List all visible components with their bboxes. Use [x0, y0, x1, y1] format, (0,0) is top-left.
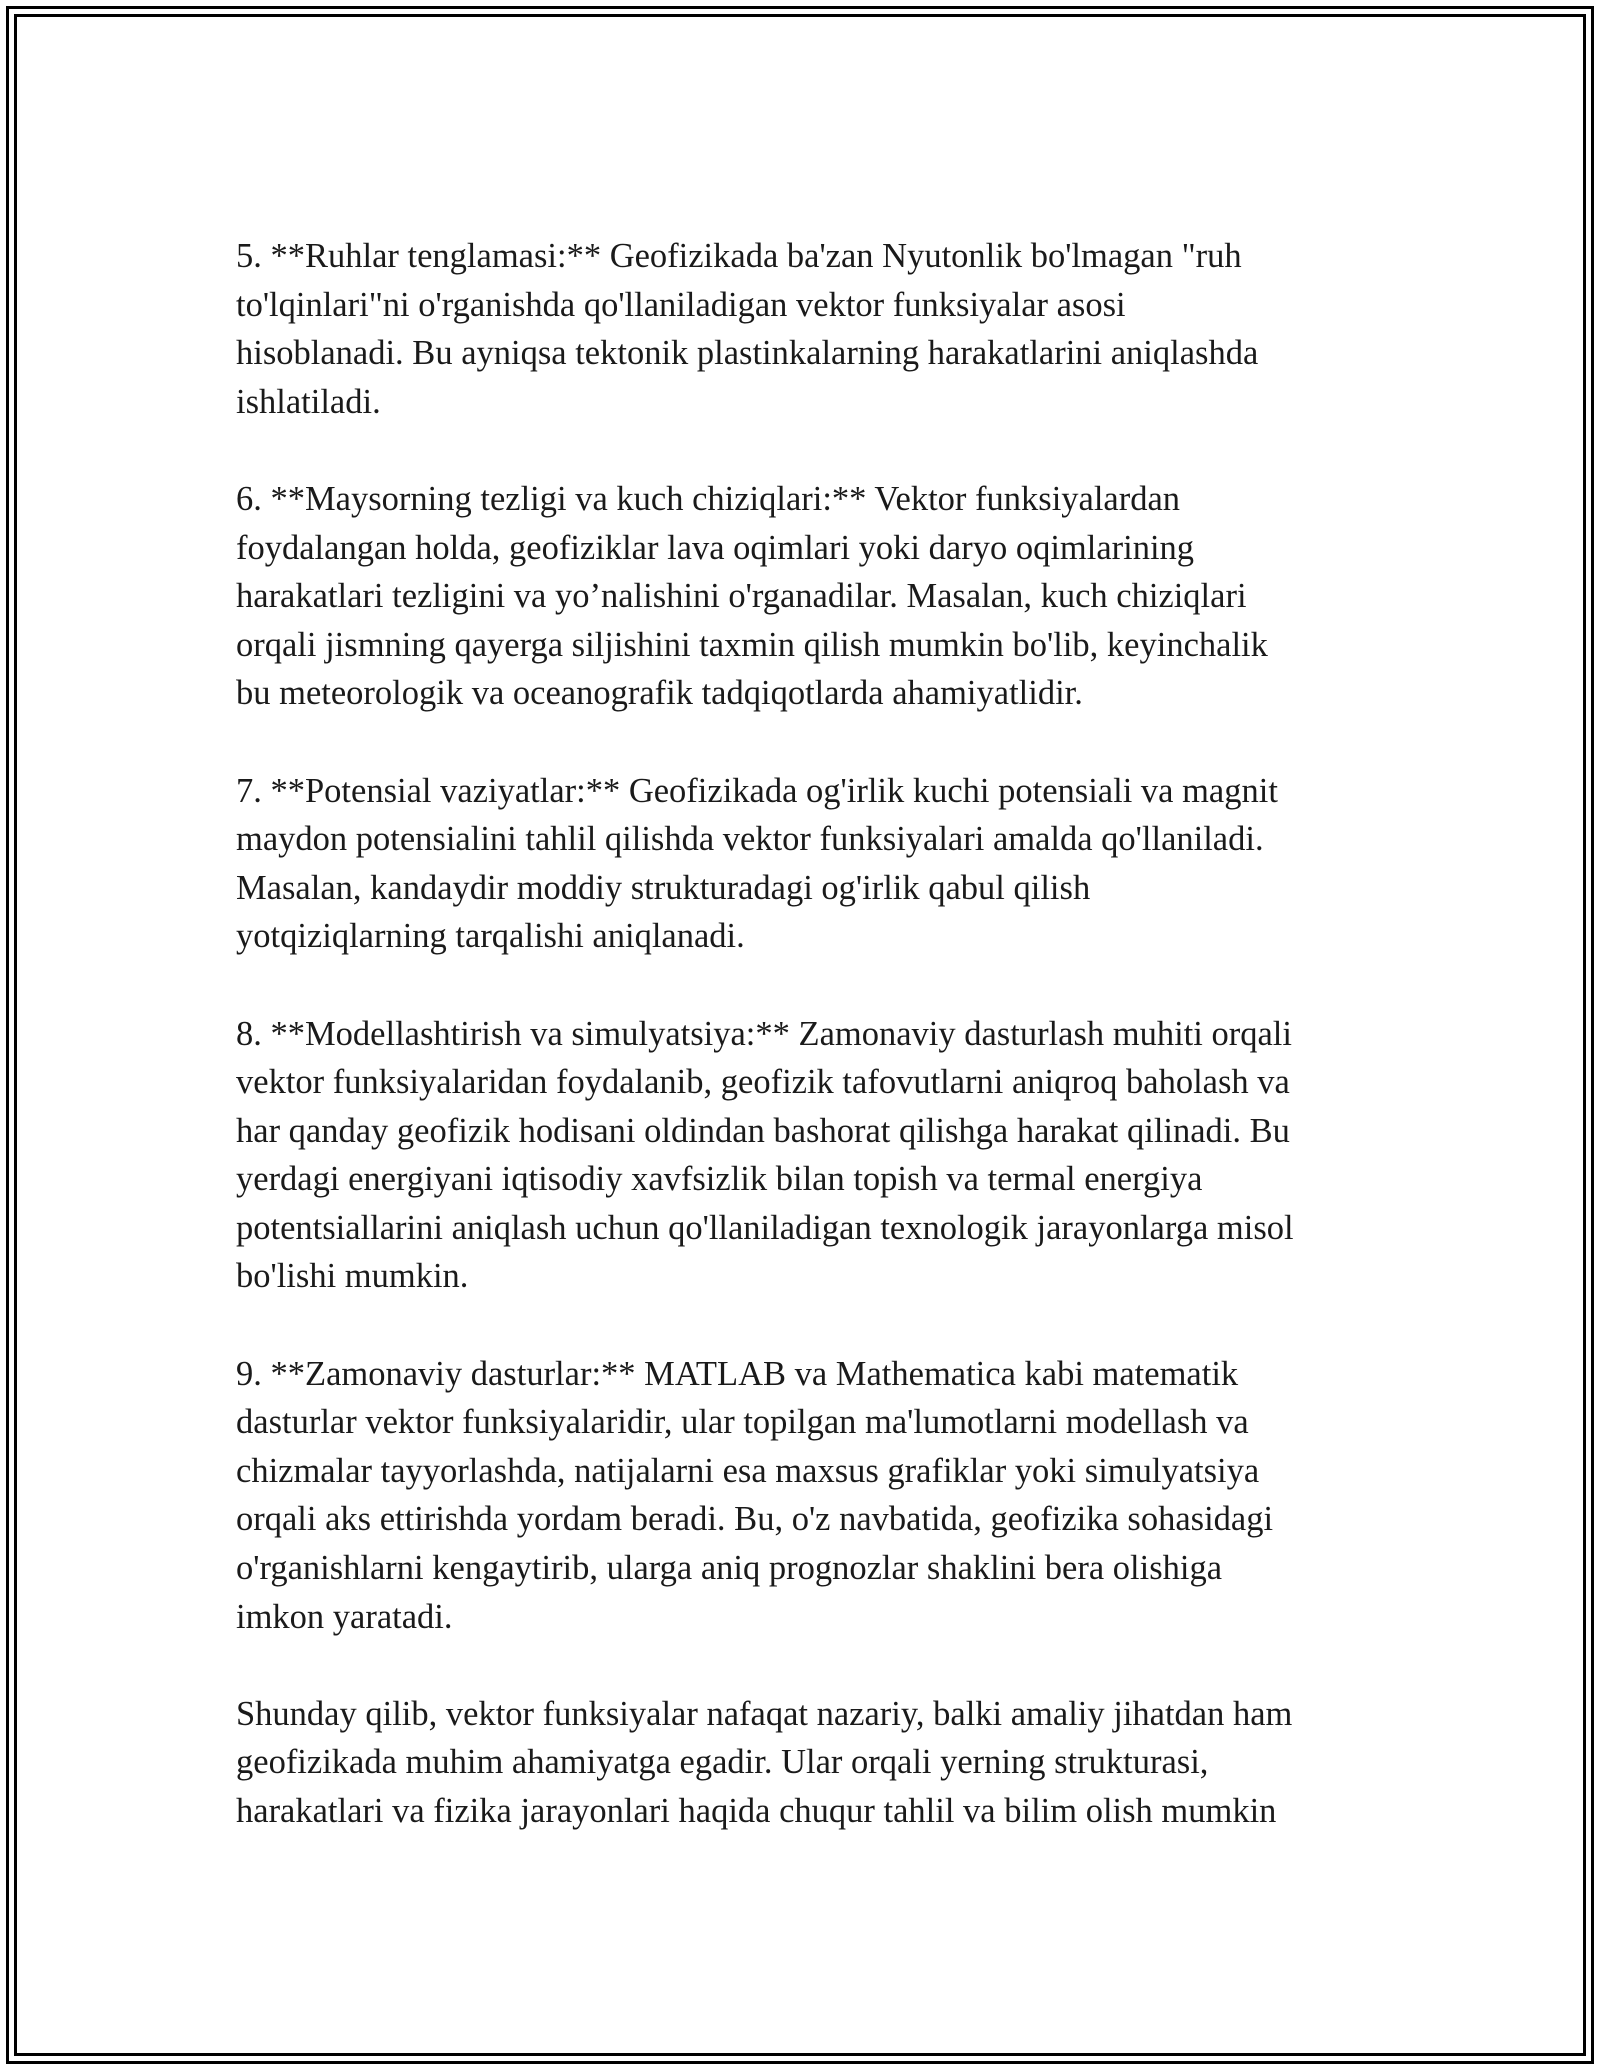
- document-body: [236, 232, 1366, 1836]
- text-line: 5. **Ruhlar tenglamasi:** Geofizikada ba'zan Nyutonlik bo'lmagan "ruh: [236, 237, 1242, 275]
- paragraph-item-7: [236, 767, 1366, 961]
- text-line: foydalangan holda, geofiziklar lava oqimlari yoki daryo oqimlarining: [236, 528, 1195, 567]
- text-line: har qanday geofizik hodisani oldindan bashorat qilishga harakat qilinadi. Bu: [236, 1111, 1290, 1150]
- text-line: orqali aks ettirishda yordam beradi. Bu, o'z navbatida, geofizika sohasidagi: [236, 1500, 1274, 1539]
- text-line: to'lqinlari"ni o'rganishda qo'llaniladigan vektor funksiyalar asosi: [236, 285, 1126, 324]
- text-line: vektor funksiyalaridan foydalanib, geofizik tafovutlarni aniqroq baholash va: [236, 1063, 1290, 1102]
- text-line: Masalan, kandaydir moddiy strukturadagi og'irlik qabul qilish: [236, 868, 1091, 907]
- text-line: orqali jismning qayerga siljishini taxmin qilish mumkin bo'lib, keyinchalik: [236, 625, 1268, 664]
- text-line: 8. **Modellashtirish va simulyatsiya:** Zamonaviy dasturlash muhiti orqali: [236, 1014, 1292, 1053]
- text-line: yotqiziqlarning tarqalishi aniqlanadi.: [236, 917, 745, 956]
- text-line: potentsiallarini aniqlash uchun qo'llaniladigan texnologik jarayonlarga misol: [236, 1208, 1294, 1247]
- text-line: harakatlari tezligini va yo’nalishini o'rganadilar. Masalan, kuch chiziqlari: [236, 577, 1247, 616]
- text-line: 6. **Maysorning tezligi va kuch chiziqlari:** Vektor funksiyalardan: [236, 479, 1181, 518]
- text-line: imkon yaratadi.: [236, 1597, 453, 1636]
- text-line: ishlatiladi.: [236, 382, 381, 421]
- paragraph-item-5: [236, 232, 1366, 426]
- paragraph-conclusion: [236, 1690, 1366, 1836]
- text-line: o'rganishlarni kengaytirib, ularga aniq prognozlar shaklini bera olishiga: [236, 1549, 1223, 1588]
- text-line: bu meteorologik va oceanografik tadqiqotlarda ahamiyatlidir.: [236, 674, 1083, 713]
- text-line: hisoblanadi. Bu ayniqsa tektonik plastinkalarning harakatlarini aniqlashda: [236, 334, 1259, 373]
- text-line: dasturlar vektor funksiyalaridir, ular topilgan ma'lumotlarni modellash va: [236, 1403, 1249, 1442]
- paragraph-item-8: [236, 1010, 1366, 1302]
- text-line: bo'lishi mumkin.: [236, 1257, 469, 1296]
- text-line: yerdagi energiyani iqtisodiy xavfsizlik bilan topish va termal energiya: [236, 1160, 1203, 1199]
- text-line: chizmalar tayyorlashda, natijalarni esa maxsus grafiklar yoki simulyatsiya: [236, 1451, 1260, 1490]
- text-line: Shunday qilib, vektor funksiyalar nafaqat nazariy, balki amaliy jihatdan ham: [236, 1694, 1293, 1733]
- text-line: geofizikada muhim ahamiyatga egadir. Ular orqali yerning strukturasi,: [236, 1743, 1209, 1782]
- paragraph-item-6: [236, 475, 1366, 718]
- paragraph-item-9: [236, 1350, 1366, 1642]
- text-line: 9. **Zamonaviy dasturlar:** MATLAB va Mathematica kabi matematik: [236, 1354, 1239, 1393]
- text-line: maydon potensialini tahlil qilishda vektor funksiyalari amalda qo'llaniladi.: [236, 820, 1264, 859]
- text-line: 7. **Potensial vaziyatlar:** Geofizikada og'irlik kuchi potensiali va magnit: [236, 771, 1278, 810]
- text-line: harakatlari va fizika jarayonlari haqida chuqur tahlil va bilim olish mumkin: [236, 1792, 1277, 1830]
